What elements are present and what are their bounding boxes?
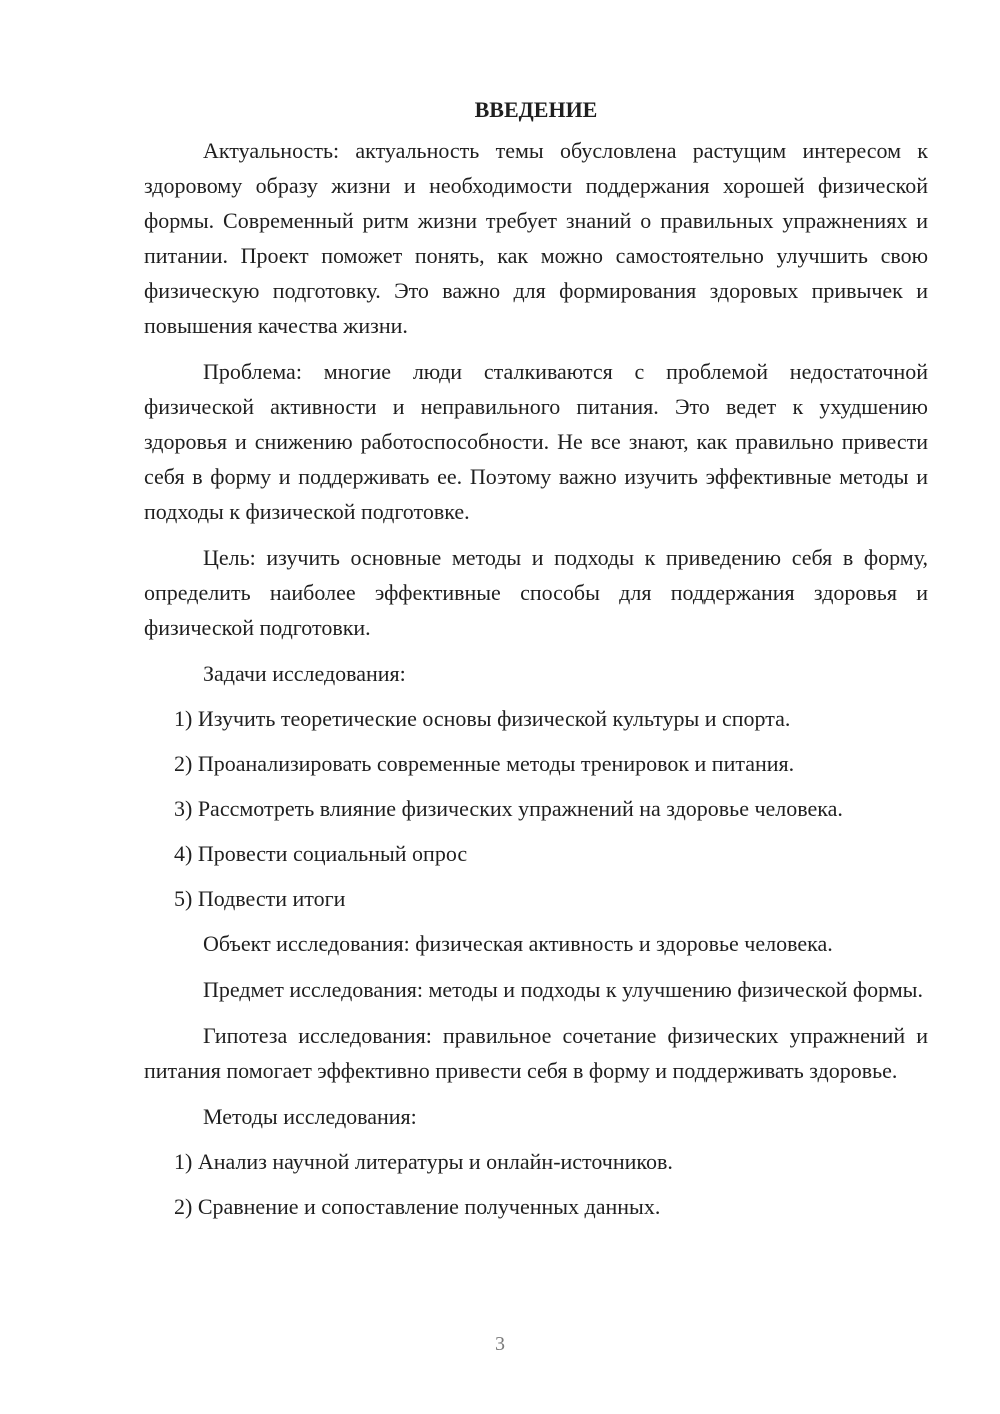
method-item-1: 1) Анализ научной литературы и онлайн-источников.: [174, 1149, 673, 1174]
object-paragraph: Объект исследования: физическая активность и здоровье человека.: [203, 931, 833, 956]
subject-paragraph: Предмет исследования: методы и подходы к улучшению физической формы.: [203, 977, 923, 1002]
task-item-5: 5) Подвести итоги: [174, 886, 346, 911]
task-item-3: 3) Рассмотреть влияние физических упражнений на здоровье человека.: [174, 796, 843, 821]
task-item-1: 1) Изучить теоретические основы физической культуры и спорта.: [174, 706, 791, 731]
methods-heading: Методы исследования:: [203, 1104, 417, 1129]
section-title: ВВЕДЕНИЕ: [474, 97, 598, 122]
hypothesis-paragraph: Гипотеза исследования: правильное сочетание физических упражнений и питания помогает эффективно привести себя в форму и поддерживать здоровье.: [144, 1023, 928, 1083]
task-item-2: 2) Проанализировать современные методы тренировок и питания.: [174, 751, 795, 776]
goal-paragraph: Цель: изучить основные методы и подходы к приведению себя в форму, определить наиболее эффективные способы для поддержания здоровья и физической подготовки.: [144, 545, 928, 640]
tasks-heading: Задачи исследования:: [203, 661, 406, 686]
problem-paragraph: Проблема: многие люди сталкиваются с проблемой недостаточной физической активности и неправильного питания. Это ведет к ухудшению здоровья и снижению работоспособности. Не все знают, как правильно привести себя в форму и поддерживать ее. Поэтому важно изучить эффективные методы и подходы к физической подготовке.: [144, 359, 928, 524]
page-number: 3: [495, 1333, 505, 1355]
task-item-4: 4) Провести социальный опрос: [174, 841, 468, 866]
document-page: [144, 95, 928, 1234]
relevance-paragraph: Актуальность: актуальность темы обусловлена растущим интересом к здоровому образу жизни и необходимости поддержания хорошей физической формы. Современный ритм жизни требует знаний о правильных упражнениях и питании. Проект поможет понять, как можно самостоятельно улучшить свою физическую подготовку. Это важно для формирования здоровых привычек и повышения качества жизни.: [144, 138, 928, 338]
method-item-2: 2) Сравнение и сопоставление полученных данных.: [174, 1194, 661, 1219]
